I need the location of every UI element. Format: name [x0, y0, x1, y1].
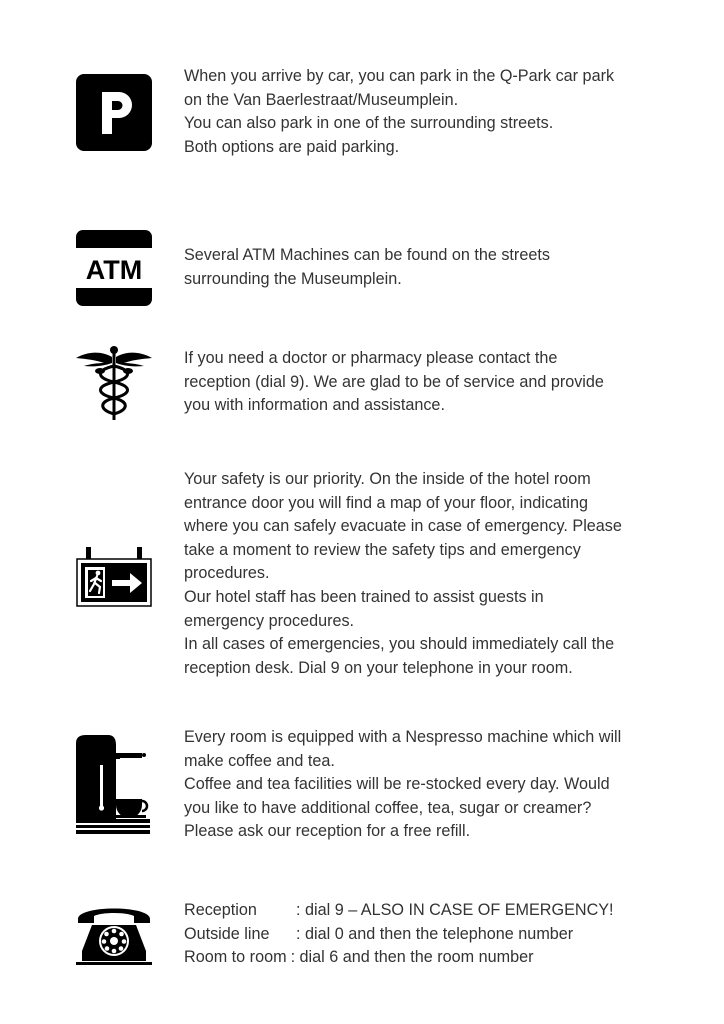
- phone-label: Outside line: [184, 924, 270, 943]
- text-line: reception desk. Dial 9 on your telephone in your room.: [184, 658, 573, 677]
- text-line: you with information and assistance.: [184, 396, 445, 415]
- phone-value: : dial 0 and then the telephone number: [296, 924, 574, 943]
- text-line: surrounding the Museumplein.: [184, 269, 402, 288]
- text-line: Your safety is our priority. On the inside of the hotel room: [184, 470, 591, 488]
- text-line: When you arrive by car, you can park in the Q-Park car park: [184, 67, 615, 85]
- text-line: entrance door you will find a map of your floor, indicating: [184, 493, 589, 512]
- telephone-text: [184, 899, 664, 970]
- coffee-text: [184, 726, 664, 844]
- text-line: Every room is equipped with a Nespresso machine which will: [184, 728, 622, 746]
- phone-row-reception: [184, 899, 664, 923]
- phone-label: Room to room: [184, 948, 287, 967]
- coffee-machine-icon: [76, 735, 152, 836]
- text-line: Our hotel staff has been trained to assist guests in: [184, 587, 544, 606]
- caduceus-icon: [76, 344, 152, 422]
- text-line: You can also park in one of the surrounding streets.: [184, 114, 554, 133]
- text-line: Coffee and tea facilities will be re-stocked every day. Would: [184, 775, 610, 794]
- text-line: Both options are paid parking.: [184, 137, 400, 156]
- parking-text: [184, 65, 664, 159]
- text-line: you like to have additional coffee, tea, sugar or creamer?: [184, 798, 592, 817]
- atm-text: [184, 244, 664, 291]
- telephone-icon: [76, 901, 152, 965]
- text-line: where you can safely evacuate in case of emergency. Please: [184, 517, 622, 536]
- emergency-exit-icon: [76, 547, 152, 609]
- text-line: on the Van Baerlestraat/Museumplein.: [184, 90, 459, 109]
- text-line: reception (dial 9). We are glad to be of service and provide: [184, 372, 604, 391]
- phone-row-outside-line: [184, 923, 664, 947]
- medical-text: [184, 347, 664, 418]
- text-line: make coffee and tea.: [184, 751, 335, 770]
- parking-icon: [76, 74, 152, 151]
- phone-row-room-to-room: [184, 946, 664, 970]
- text-line: emergency procedures.: [184, 611, 355, 630]
- safety-text: [184, 468, 664, 680]
- phone-value: : dial 6 and then the room number: [290, 948, 534, 967]
- phone-label: Reception: [184, 901, 257, 919]
- text-line: If you need a doctor or pharmacy please contact the: [184, 349, 558, 367]
- text-line: Please ask our reception for a free refill.: [184, 822, 471, 841]
- atm-icon: [76, 230, 152, 306]
- text-line: In all cases of emergencies, you should immediately call the: [184, 635, 615, 654]
- atm-icon-label: ATM: [85, 255, 143, 285]
- text-line: take a moment to review the safety tips and emergency: [184, 540, 581, 559]
- phone-value: : dial 9 – ALSO IN CASE OF EMERGENCY!: [296, 901, 614, 919]
- text-line: Several ATM Machines can be found on the streets: [184, 246, 550, 264]
- text-line: procedures.: [184, 564, 270, 583]
